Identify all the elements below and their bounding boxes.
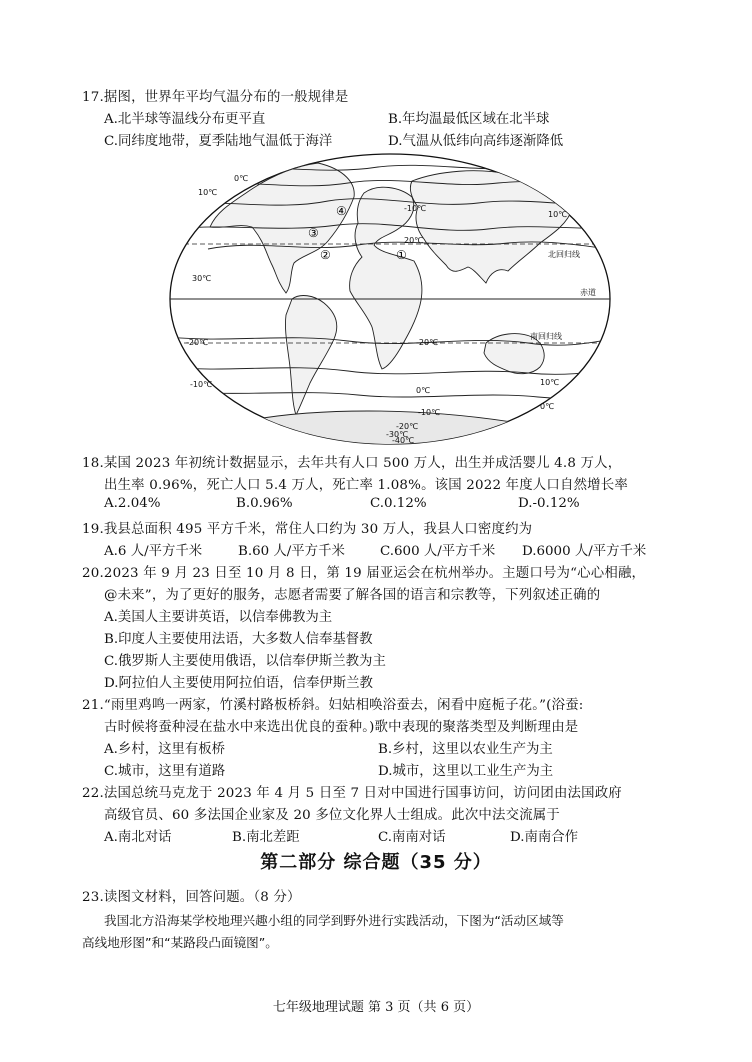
q20-option-d[interactable]: D.阿拉伯人主要使用阿拉伯语，信奉伊斯兰教: [104, 676, 373, 691]
label-n0: 0℃: [234, 174, 249, 183]
q22-option-c[interactable]: C.南南对话: [378, 830, 446, 845]
q21-stem-line2: 古时候将蚕种浸在盐水中来选出优良的蚕种。)歌中表现的聚落类型及判断理由是: [104, 720, 579, 735]
q22-option-d[interactable]: D.南南合作: [510, 830, 579, 845]
label-s0-right: 0℃: [540, 402, 555, 411]
label-s20-left: -20℃: [186, 338, 209, 347]
q18-stem-line2: 出生率 0.96%，死亡人口 5.4 万人，死亡率 1.08%。该国 2022 年度人口自然增长率: [104, 478, 628, 493]
q17-option-b[interactable]: B.年均温最低区域在北半球: [388, 112, 550, 127]
marker-2: ②: [320, 248, 331, 262]
label-s20: -20℃: [416, 338, 439, 347]
label-s10-right: 10℃: [540, 378, 560, 387]
label-sm20: -20℃: [396, 422, 419, 431]
q20-stem-line2: @未来”，为了更好的服务，志愿者需要了解各国的语言和宗教等，下列叙述正确的: [104, 588, 601, 603]
marker-3: ③: [308, 226, 319, 240]
label-sm10: -10℃: [418, 408, 441, 417]
q20-option-b[interactable]: B.印度人主要使用法语，大多数人信奉基督教: [104, 632, 373, 647]
label-ncap: 北回归线: [548, 250, 580, 259]
label-e10: 10℃: [548, 210, 568, 219]
q22-option-b[interactable]: B.南北差距: [232, 830, 300, 845]
q21-option-d[interactable]: D.城市，这里以工业生产为主: [378, 764, 554, 779]
label-n10: 10℃: [198, 188, 218, 197]
label-sm40: -40℃: [392, 436, 415, 445]
q18-option-c[interactable]: C.0.12%: [370, 496, 427, 511]
page-footer: 七年级地理试题 第 3 页（共 6 页）: [272, 1000, 480, 1015]
q19-option-b[interactable]: B.60 人/平方千米: [238, 544, 345, 559]
q22-stem-line1: 22.法国总统马克龙于 2023 年 4 月 5 日至 7 日对中国进行国事访问，访问团由法国政府: [82, 786, 622, 801]
q20-option-a[interactable]: A.美国人主要讲英语，以信奉佛教为主: [104, 610, 333, 625]
label-equator: 赤道: [580, 288, 596, 297]
q21-option-a[interactable]: A.乡村，这里有板桥: [104, 742, 226, 757]
q19-option-d[interactable]: D.6000 人/平方千米: [522, 544, 647, 559]
q18-stem-line1: 18.某国 2023 年初统计数据显示，去年共有人口 500 万人，出生并成活婴儿 4.8 万人，: [82, 456, 622, 471]
part2-title: 第二部分 综合题（35 分）: [260, 852, 492, 873]
q17-option-c[interactable]: C.同纬度地带，夏季陆地气温低于海洋: [104, 134, 333, 149]
label-scap: 南回归线: [530, 332, 562, 341]
label-nm10: -10℃: [404, 204, 427, 213]
label-s10: -10℃: [190, 380, 213, 389]
q20-option-c[interactable]: C.俄罗斯人主要使用俄语，以信奉伊斯兰教为主: [104, 654, 386, 669]
label-s0: 0℃: [416, 386, 431, 395]
q18-option-d[interactable]: D.-0.12%: [518, 496, 580, 511]
marker-1: ①: [396, 248, 407, 262]
label-n20: 20℃: [404, 236, 424, 245]
label-n30: 30℃: [192, 274, 212, 283]
q19-option-c[interactable]: C.600 人/平方千米: [380, 544, 496, 559]
q21-stem-line1: 21.“雨里鸡鸣一两家，竹溪村路板桥斜。妇姑相唤浴蚕去，闲看中庭栀子花。”(浴蚕:: [82, 698, 584, 713]
q17-option-a[interactable]: A.北半球等温线分布更平直: [104, 112, 266, 127]
q17-stem: 17.据图，世界年平均气温分布的一般规律是: [82, 90, 349, 105]
label-sm30: -30℃: [386, 430, 409, 439]
world-isotherm-map: [168, 153, 612, 445]
q17-option-d[interactable]: D.气温从低纬向高纬逐渐降低: [388, 134, 564, 149]
q22-stem-line2: 高级官员、60 多法国企业家及 20 多位文化界人士组成。此次中法交流属于: [104, 808, 560, 823]
q19-option-a[interactable]: A.6 人/平方千米: [104, 544, 203, 559]
q20-stem-line1: 20.2023 年 9 月 23 日至 10 月 8 日，第 19 届亚运会在杭州举办。主题口号为“心心相融，: [82, 566, 646, 581]
q23-stem: 23.读图文材料，回答问题。（8 分）: [82, 890, 301, 905]
q19-stem: 19.我县总面积 495 平方千米，常住人口约为 30 万人，我县人口密度约为: [82, 522, 533, 537]
q18-option-b[interactable]: B.0.96%: [236, 496, 293, 511]
q21-option-c[interactable]: C.城市，这里有道路: [104, 764, 226, 779]
marker-4: ④: [336, 204, 347, 218]
q23-material-line2: 高线地形图”和“某路段凸面镜图”。: [82, 935, 278, 950]
q23-material-line1: 我国北方沿海某学校地理兴趣小组的同学到野外进行实践活动，下图为“活动区域等: [104, 913, 564, 928]
q21-option-b[interactable]: B.乡村，这里以农业生产为主: [378, 742, 553, 757]
q18-option-a[interactable]: A.2.04%: [104, 496, 161, 511]
q22-option-a[interactable]: A.南北对话: [104, 830, 172, 845]
